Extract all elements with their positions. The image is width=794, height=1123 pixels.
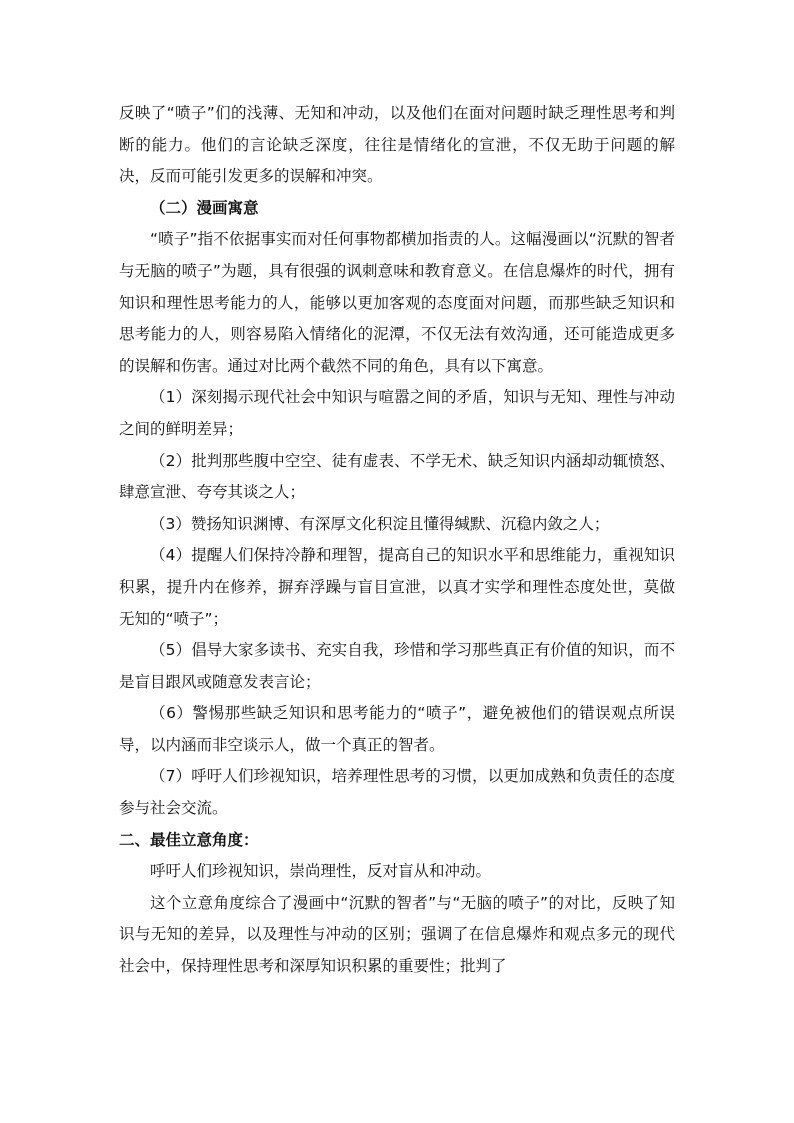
list-item-meaning-2: （2）批判那些腹中空空、徒有虚表、不学无术、缺乏知识内涵却动辄愤怒、肆意宣泄、夸夸其谈之人； — [119, 451, 675, 502]
section-heading-cartoon-meaning: （二）漫画寓意 — [150, 198, 259, 217]
paragraph-cartoon-meaning: “喷子”指不依据事实而对任何事物都横加指责的人。这幅漫画以“沉默的智者与无脑的喷子”为题，具有很强的讽刺意味和教育意义。在信息爆炸的时代，拥有知识和理性思考能力的人，能够以更加客观的态度面对问题，而那些缺乏知识和思考能力的人，则容易陷入情绪化的泥潭，不仅无法有效沟通，还可能造成更多的误解和伤害。通过对比两个截然不同的角色，具有以下寓意。 — [119, 230, 675, 375]
paragraph-intro-continuation: 反映了“喷子”们的浅薄、无知和冲动，以及他们在面对问题时缺乏理性思考和判断的能力。他们的言论缺乏深度，往往是情绪化的宣泄，不仅无助于问题的解决，反而可能引发更多的误解和冲突。 — [119, 104, 675, 186]
paragraph-best-angle-summary: 呼吁人们珍视知识，崇尚理性，反对盲从和冲动。 — [150, 862, 492, 881]
list-item-meaning-5: （5）倡导大家多读书、充实自我，珍惜和学习那些真正有价值的知识，而不是盲目跟风或随意发表言论； — [119, 641, 675, 691]
list-item-meaning-6: （6）警惕那些缺乏知识和思考能力的“喷子”，避免被他们的错误观点所误导，以内涵而非空谈示人，做一个真正的智者。 — [119, 704, 675, 754]
list-item-meaning-1: （1）深刻揭示现代社会中知识与喧嚣之间的矛盾，知识与无知、理性与冲动之间的鲜明差异； — [119, 388, 675, 438]
paragraph-best-angle-explanation: 这个立意角度综合了漫画中“沉默的智者”与“无脑的喷子”的对比，反映了知识与无知的差异，以及理性与冲动的区别；强调了在信息爆炸和观点多元的现代社会中，保持理性思考和深厚知识积累的重要性；批判了 — [119, 893, 675, 976]
section-heading-best-angle: 二、最佳立意角度： — [119, 830, 259, 849]
list-item-meaning-7: （7）呼吁人们珍视知识，培养理性思考的习惯，以更加成熟和负责任的态度参与社会交流。 — [119, 767, 675, 818]
list-item-meaning-4: （4）提醒人们保持冷静和理智，提高自己的知识水平和思维能力，重视知识积累，提升内在修养，摒弃浮躁与盲目宣泄，以真才实学和理性态度处世，莫做无知的“喷子”； — [119, 546, 675, 628]
list-item-meaning-3: （3）赞扬知识渊博、有深厚文化积淀且懂得缄默、沉稳内敛之人； — [150, 514, 610, 533]
document-body — [119, 98, 675, 983]
